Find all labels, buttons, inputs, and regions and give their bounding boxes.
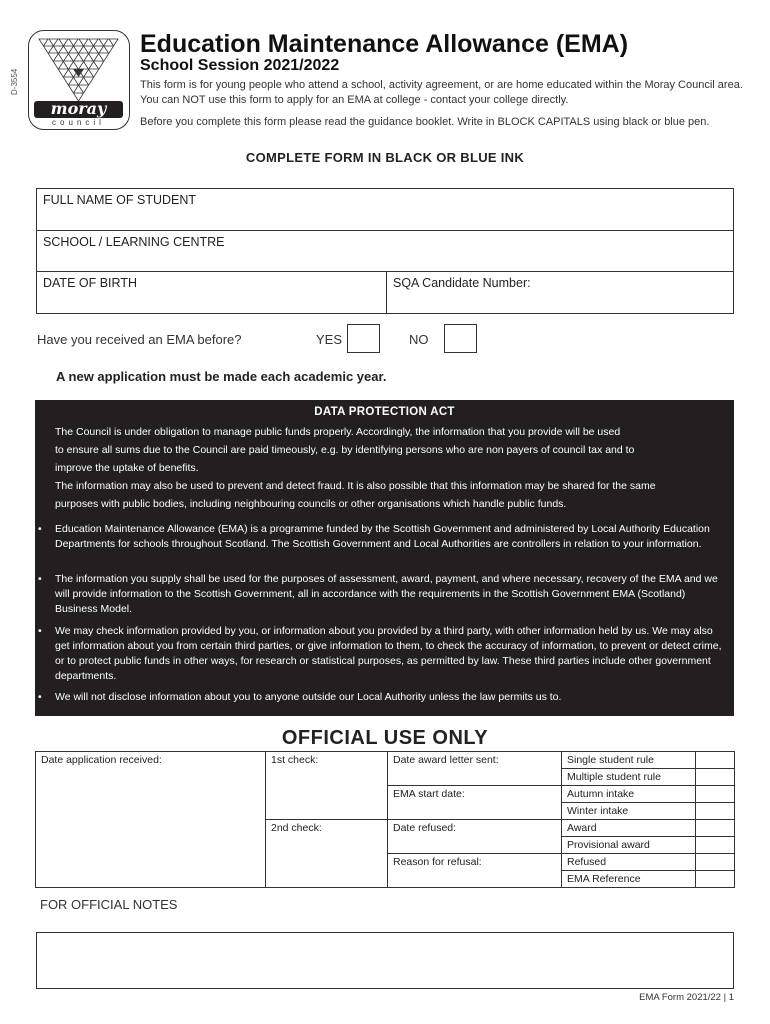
school-label: SCHOOL / LEARNING CENTRE <box>43 235 225 249</box>
intro-text: This form is for young people who attend a school, activity agreement, or are home educated within the Moray Council area. You can NOT use this form to apply for an EMA at college - contact your college directly. <box>140 79 743 106</box>
sqa-number-field[interactable] <box>386 271 734 314</box>
date-received-label: Date application received: <box>41 754 162 766</box>
option-label: Multiple student rule <box>562 769 696 786</box>
option-checkbox[interactable] <box>696 769 735 786</box>
official-notes-box[interactable] <box>36 932 734 989</box>
dp-bullet: • Education Maintenance Allowance (EMA) is a programme funded by the Scottish Government and administered by Local Authority Education Departments for schools throughout Scotland. The Scottish Government and Local Authorities are controllers in relation to your information. <box>55 522 727 552</box>
refusal-reason-cell[interactable] <box>388 854 562 888</box>
option-label: Winter intake <box>562 803 696 820</box>
option-checkbox[interactable] <box>696 786 735 803</box>
second-check-cell[interactable] <box>266 820 388 888</box>
option-label: Autumn intake <box>562 786 696 803</box>
data-protection-title: DATA PROTECTION ACT <box>314 406 455 418</box>
dp-bullet: • The information you supply shall be used for the purposes of assessment, award, payment, and where necessary, recovery of the EMA and we will provide information to the Scottish Government, all in accordance with the requirements in the Scottish Government EMA (Scotland) Business Model. <box>55 572 727 617</box>
new-application-note: A new application must be made each academic year. <box>56 369 387 384</box>
option-label: Single student rule <box>562 752 696 769</box>
refusal-reason-label: Reason for refusal: <box>393 856 482 868</box>
first-check-label: 1st check: <box>271 754 319 766</box>
instructions-text: Before you complete this form please read the guidance booklet. Write in BLOCK CAPITALS using black or blue pen. <box>140 116 710 128</box>
logo-subtext: council <box>52 118 105 127</box>
date-received-cell[interactable] <box>36 752 266 888</box>
yes-label: YES <box>316 332 343 347</box>
ink-heading: COMPLETE FORM IN BLACK OR BLUE INK <box>245 150 525 165</box>
dob-field[interactable] <box>36 271 387 314</box>
official-use-heading: OFFICIAL USE ONLY <box>281 727 489 749</box>
full-name-field[interactable] <box>36 188 734 231</box>
first-check-cell[interactable] <box>266 752 388 820</box>
no-checkbox[interactable] <box>444 324 477 353</box>
school-field[interactable] <box>36 230 734 272</box>
official-notes-label: FOR OFFICIAL NOTES <box>40 897 178 912</box>
option-label: Award <box>562 820 696 837</box>
date-refused-cell[interactable] <box>388 820 562 854</box>
second-check-label: 2nd check: <box>271 822 322 834</box>
start-date-label: EMA start date: <box>393 788 465 800</box>
form-code: D-3554 <box>10 68 19 95</box>
option-checkbox[interactable] <box>696 837 735 854</box>
date-refused-label: Date refused: <box>393 822 457 834</box>
dp-paragraph-line: The information may also be used to prevent and detect fraud. It is also possible that this information may be shared for the same <box>55 480 656 492</box>
start-date-cell[interactable] <box>388 786 562 820</box>
council-logo <box>28 30 130 130</box>
option-label: EMA Reference <box>562 871 696 888</box>
data-protection-panel <box>35 400 734 716</box>
dp-paragraph-line: to ensure all sums due to the Council are paid timeously, e.g. by identifying persons who are non payers of council tax and to <box>55 444 635 456</box>
sqa-label: SQA Candidate Number: <box>393 276 531 290</box>
dp-paragraph-line: The Council is under obligation to manage public funds properly. Accordingly, the information that you provide will be used <box>55 426 621 438</box>
award-letter-label: Date award letter sent: <box>393 754 499 766</box>
full-name-label: FULL NAME OF STUDENT <box>43 193 197 207</box>
option-checkbox[interactable] <box>696 803 735 820</box>
yes-checkbox[interactable] <box>347 324 380 353</box>
dp-paragraph-line: improve the uptake of benefits. <box>55 462 199 474</box>
form-title: Education Maintenance Allowance (EMA) <box>140 30 629 58</box>
official-use-table <box>35 751 735 888</box>
option-label: Refused <box>562 854 696 871</box>
award-letter-cell[interactable] <box>388 752 562 786</box>
dp-bullet: • We will not disclose information about you to anyone outside our Local Authority unless the law permits us to. <box>55 690 727 705</box>
option-label: Provisional award <box>562 837 696 854</box>
option-checkbox[interactable] <box>696 854 735 871</box>
option-checkbox[interactable] <box>696 871 735 888</box>
logo-wordmark: moray <box>50 99 107 118</box>
dp-bullet: • We may check information provided by you, or information about you provided by a third party, with other information held by us. We may also get information about you from certain third parties, or give information to them, to check the accuracy of information, to prevent or detect crime, or to protect public funds in other ways, for research or statistical purposes, as permitted by law. These third parties include other government departments. <box>55 624 727 684</box>
option-checkbox[interactable] <box>696 752 735 769</box>
option-checkbox[interactable] <box>696 820 735 837</box>
dp-paragraph-line: purposes with public bodies, including neighbouring councils or other organisations which handle public funds. <box>55 498 567 510</box>
school-session: School Session 2021/2022 <box>140 57 340 74</box>
no-label: NO <box>409 332 429 347</box>
dob-label: DATE OF BIRTH <box>43 276 137 290</box>
prior-ema-question: Have you received an EMA before? <box>37 332 242 347</box>
page-footer: EMA Form 2021/22 | 1 <box>639 992 734 1003</box>
